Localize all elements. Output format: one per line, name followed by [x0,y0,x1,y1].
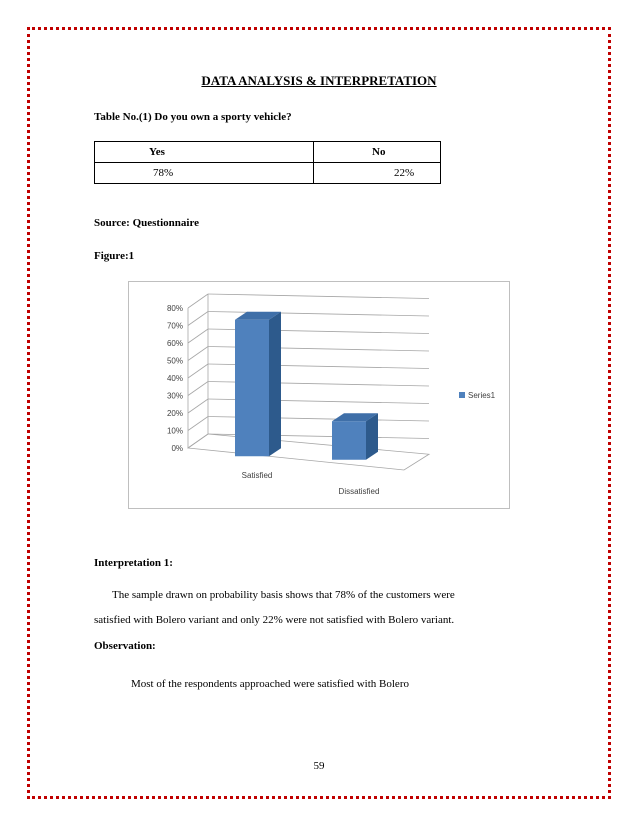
figure-label: Figure:1 [94,250,135,262]
bar-front [332,421,366,460]
bar-front [235,320,269,457]
page-number: 59 [313,760,325,772]
gridline-back [208,312,429,317]
table-header-no: No [314,142,441,163]
gridline-side [188,399,208,413]
bar-side [366,413,378,460]
gridline-side [188,382,208,396]
table-header-yes: Yes [95,142,314,163]
x-category-label: Satisfied [241,471,273,480]
gridline-back [208,294,429,299]
gridline-side [188,312,208,326]
table-header-row [95,142,441,163]
observation-text: Most of the respondents approached were satisfied with Bolero [131,678,409,690]
y-tick-label: 70% [166,321,183,331]
gridline-side [188,294,208,308]
survey-table [94,141,441,184]
table-caption: Table No.(1) Do you own a sporty vehicle? [94,111,292,123]
y-tick-label: 80% [166,304,183,313]
gridline-side [188,329,208,343]
table-cell-no: 22% [314,163,441,184]
interpretation-heading: Interpretation 1: [94,557,173,569]
y-tick-label: 50% [166,356,183,366]
gridline-side [188,364,208,378]
table-row [95,163,441,184]
x-category-label: Dissatisfied [338,487,380,496]
bar-side [269,312,281,457]
y-tick-label: 40% [166,374,183,383]
bar-chart [128,281,510,509]
y-tick-label: 60% [166,339,183,348]
gridline-side [188,347,208,361]
y-tick-label: 20% [166,409,183,418]
legend-swatch [459,392,465,398]
y-tick-label: 0% [171,444,183,453]
interpretation-line-1: The sample drawn on probability basis shows that 78% of the customers were [112,589,455,601]
gridline-side [188,417,208,431]
source-label: Source: Questionnaire [94,217,200,229]
chart-floor [188,434,429,470]
bar-chart-svg [129,282,509,508]
observation-heading: Observation: [94,640,156,652]
y-tick-label: 30% [166,391,183,401]
page-title: DATA ANALYSIS & INTERPRETATION [201,73,437,88]
y-tick-label: 10% [166,426,183,436]
legend-label: Series1 [468,391,496,400]
table-cell-yes: 78% [95,163,314,184]
interpretation-line-2: satisfied with Bolero variant and only 22% were not satisfied with Bolero variant. [94,614,455,626]
